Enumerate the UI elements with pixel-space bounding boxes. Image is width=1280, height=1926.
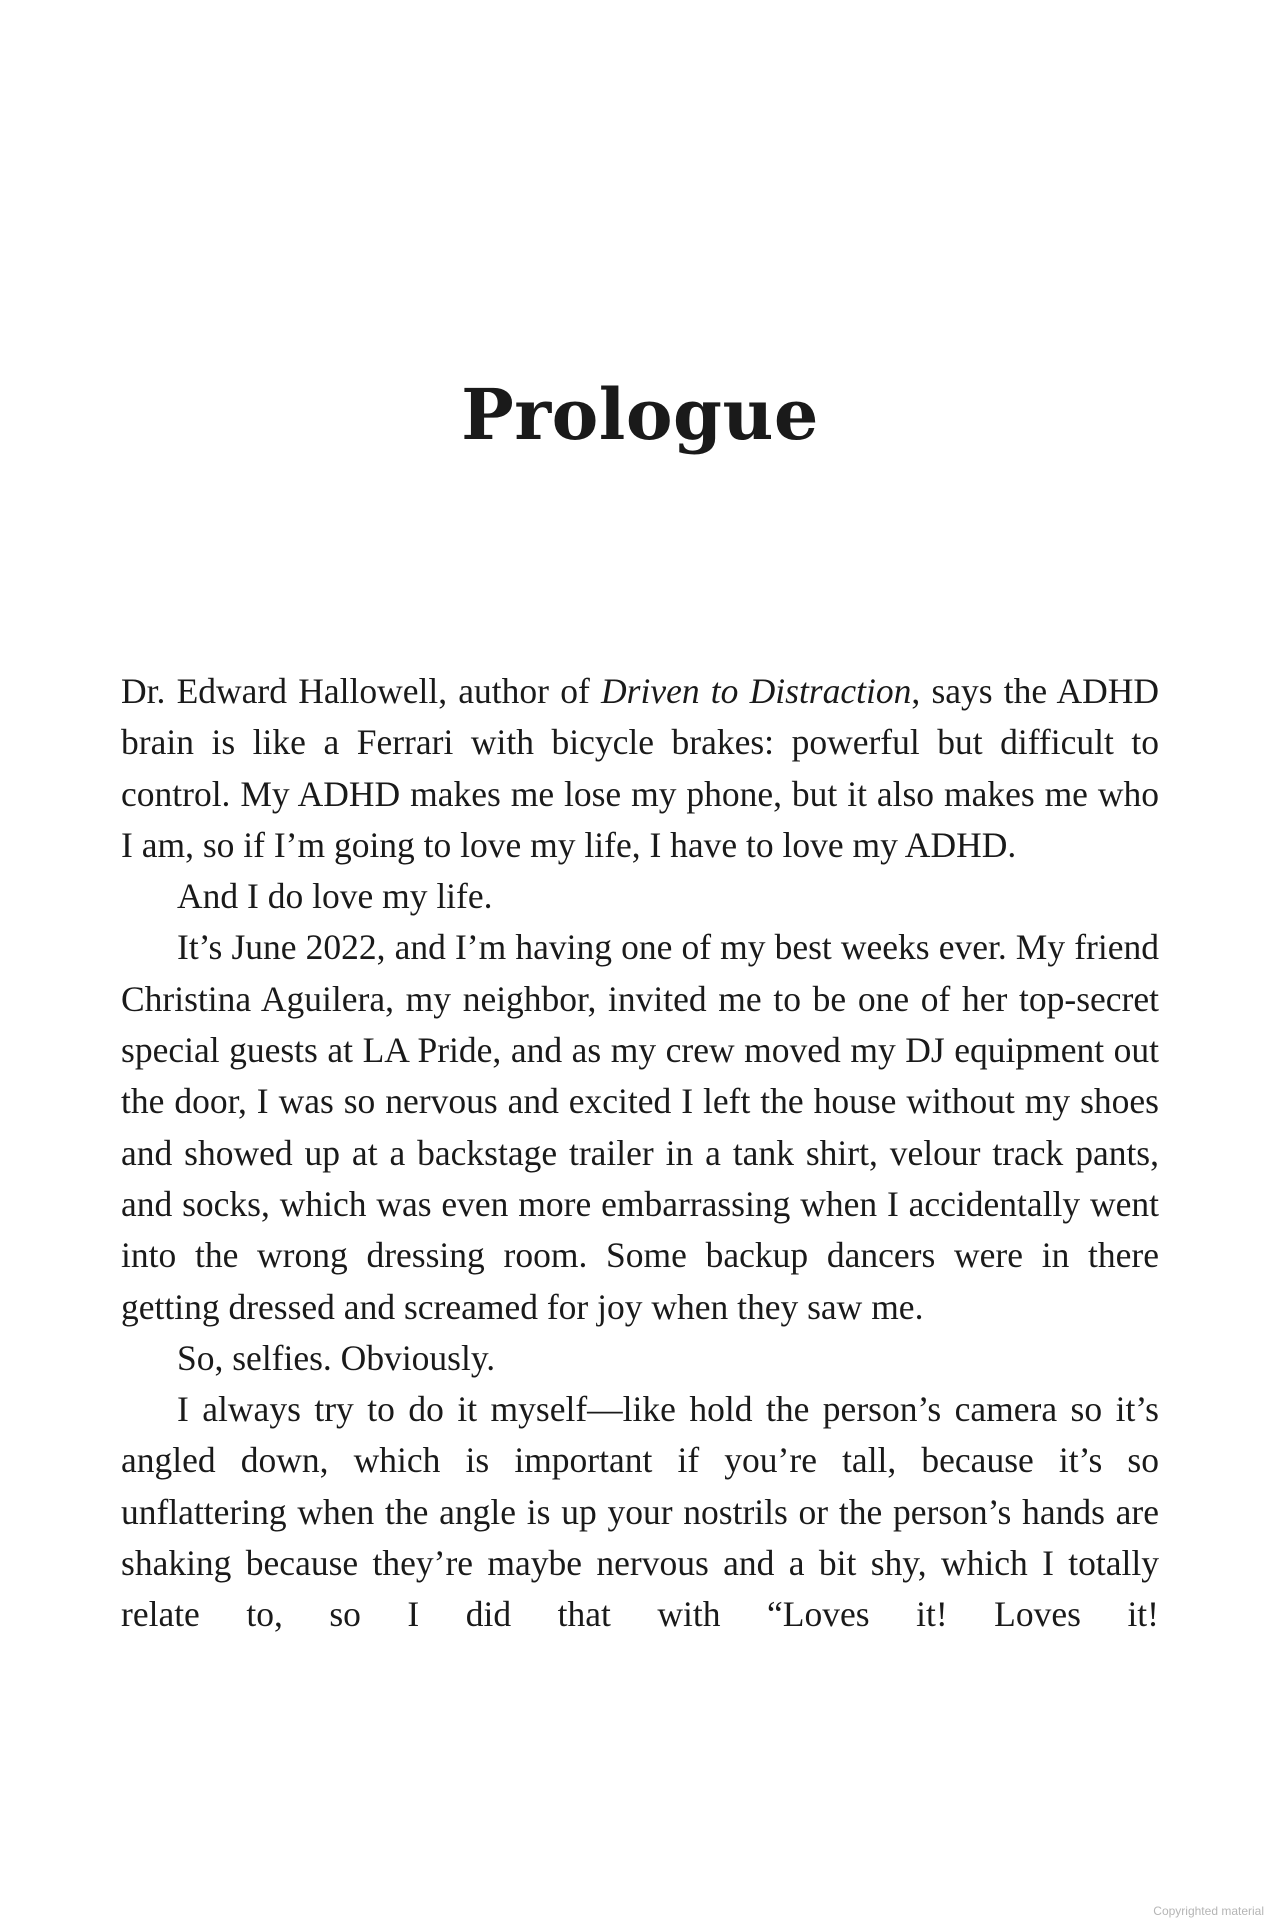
prologue-body [121, 666, 1159, 1641]
paragraph-intro-lead: Dr. Edward Hallowell, author of [121, 671, 601, 711]
paragraph-love-life: And I do love my life. [177, 876, 493, 917]
copyright-watermark: Copyrighted material [1153, 1904, 1264, 1918]
paragraph-la-pride: It’s June 2022, and I’m having one of my best weeks ever. My friend Christina Aguilera, my neighbor, invited me to be one of her top-secret special guests at LA Pride, and as my crew moved my DJ equipment out the door, I was so nervous and excited I left the house without my shoes and showed up at a backstage trailer in a tank shirt, velour track pants, and socks, which was even more embarrassing when I accidentally went into the wrong dressing room. Some backup dancers were in there getting dressed and screamed for joy when they saw me. [121, 927, 1159, 1327]
paragraph-intro-rest: , says the ADHD brain is like a Ferrari with bicycle brakes: powerful but difficult to control. My ADHD makes me lose my phone, but it also makes me who I am, so if I’m going to love my life, I have to love my ADHD. [121, 671, 1159, 865]
page-title: Prologue [461, 373, 819, 456]
paragraph-selfies: So, selfies. Obviously. [177, 1337, 496, 1378]
book-title-italic: Driven to Distraction [601, 671, 912, 711]
paragraph-intro [121, 666, 1159, 871]
paragraph-camera: I always try to do it myself—like hold the person’s camera so it’s angled down, which is important if you’re tall, because it’s so unflattering when the angle is up your nostrils or the person’s hands are shaking because they’re maybe nervous and a bit shy, which I totally relate to, so I did that with “Loves it! Loves it! [121, 1389, 1159, 1635]
